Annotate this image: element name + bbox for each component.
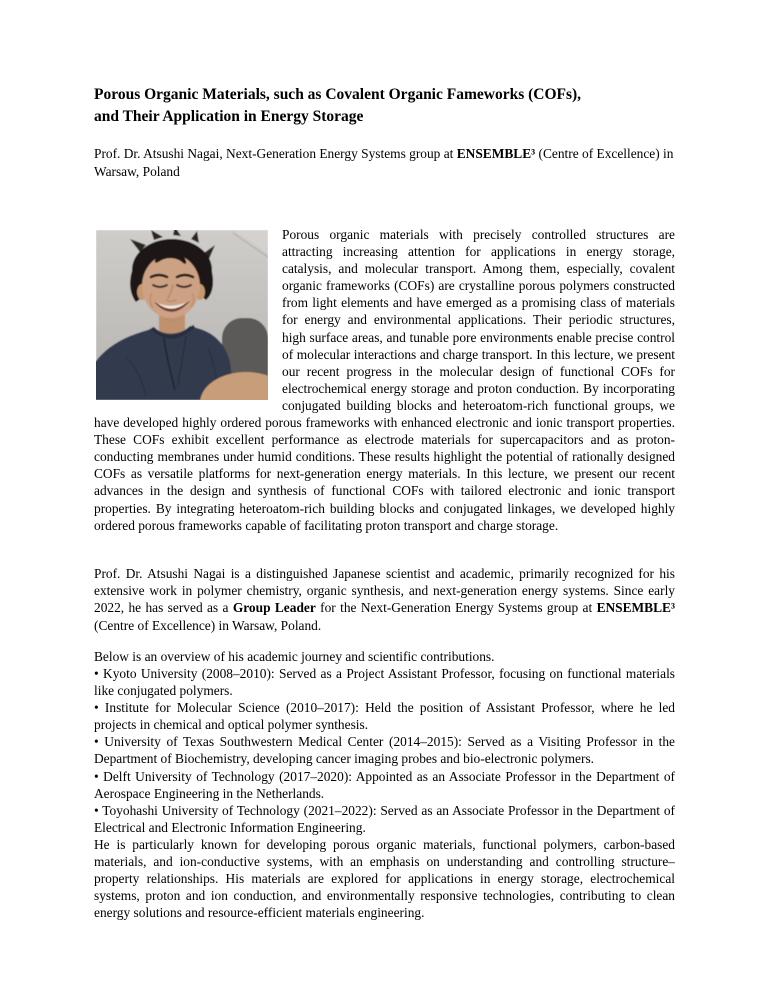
byline-text-post: (Centre of Excellence) in Warsaw, Poland xyxy=(94,146,674,179)
abstract-section xyxy=(94,226,675,534)
list-item-kyoto: • Kyoto University (2008–2010): Served as a Project Assistant Professor, focusing on functional materials like conjugated polymers. xyxy=(94,665,675,699)
byline-org-bold: ENSEMBLE³ xyxy=(456,146,536,161)
bio-text-mid: for the Next-Generation Energy Systems group at xyxy=(315,600,597,616)
page-title xyxy=(94,84,675,128)
byline-text: Prof. Dr. Atsushi Nagai, Next-Generation Energy Systems group at xyxy=(94,146,457,161)
abstract-text: Porous organic materials with precisely controlled structures are attracting increasing attention for applications in energy storage, catalysis, and molecular transport. Among them, especially, covalent organic frameworks (COFs) are crystalline porous polymers constructed from light elements and have emerged as a promising class of materials for energy and environmental applications. Their periodic structures, high surface areas, and tunable pore environments enable precise control of molecular interactions and charge transport. In this lecture, we present our recent progress in the molecular design of functional COFs for electrochemical energy storage and proton conduction. By incorporating conjugated building blocks and heteroatom-rich functional groups, we have developed highly ordered porous frameworks with enhanced electronic and ionic transport properties. These COFs exhibit excellent performance as electrode materials for supercapacitors and as proton-conducting membranes under humid conditions. These results highlight the potential of rationally designed COFs as versatile platforms for next-generation energy materials. In this lecture, we present our recent advances in the design and synthesis of functional COFs with tailored electronic and ionic transport properties. By integrating heteroatom-rich building blocks and conjugated linkages, we developed highly ordered porous frameworks capable of facilitating proton transport and charge storage. xyxy=(94,227,675,533)
list-item-toyohashi: • Toyohashi University of Technology (2021–2022): Served as an Associate Professor in the Department of Electrical and Electronic Information Engineering. xyxy=(94,802,675,835)
bio-text: Prof. Dr. Atsushi Nagai is a distinguished Japanese scientist and academic, primarily recognized for his extensive work in polymer chemistry, organic synthesis, and next-generation energy systems. Since early 2022, he has served as a xyxy=(94,565,675,616)
list-item-ims: • Institute for Molecular Science (2010–2017): Held the position of Assistant Professor, where he led projects in chemical and optical polymer synthesis. xyxy=(94,700,675,733)
page-title-line-2: and Their Application in Energy Storage xyxy=(94,108,364,125)
speaker-photo xyxy=(96,230,268,400)
speaker-photo-image xyxy=(96,230,268,400)
bio-org-bold: ENSEMBLE³ xyxy=(596,600,675,616)
bio-role-bold: Group Leader xyxy=(232,600,316,616)
overview-closing: He is particularly known for developing porous organic materials, functional polymers, carbon-based materials, and ion-conductive systems, with an emphasis on understanding and controlling structure–property relationships. His materials are explored for applications in energy storage, electrochemical systems, proton and ion conduction, and environmentally responsive technologies, contributing to clean energy solutions and resource-efficient materials engineering. xyxy=(94,836,675,921)
list-item-delft: • Delft University of Technology (2017–2020): Appointed as an Associate Professor in the Department of Aerospace Engineering in the Netherlands. xyxy=(94,768,675,801)
page-title-line-1: Porous Organic Materials, such as Covalent Organic Fameworks (COFs), xyxy=(94,86,582,103)
career-overview-section xyxy=(94,648,675,922)
byline xyxy=(94,145,675,180)
overview-intro: Below is an overview of his academic journey and scientific contributions. xyxy=(94,648,495,664)
bio-text-post: (Centre of Excellence) in Warsaw, Poland. xyxy=(94,617,322,633)
list-item-ut-southwestern: • University of Texas Southwestern Medical Center (2014–2015): Served as a Visiting Professor in the Department of Biochemistry, developing cancer imaging probes and bio-electronic polymers. xyxy=(94,734,675,767)
bio-paragraph xyxy=(94,565,675,634)
